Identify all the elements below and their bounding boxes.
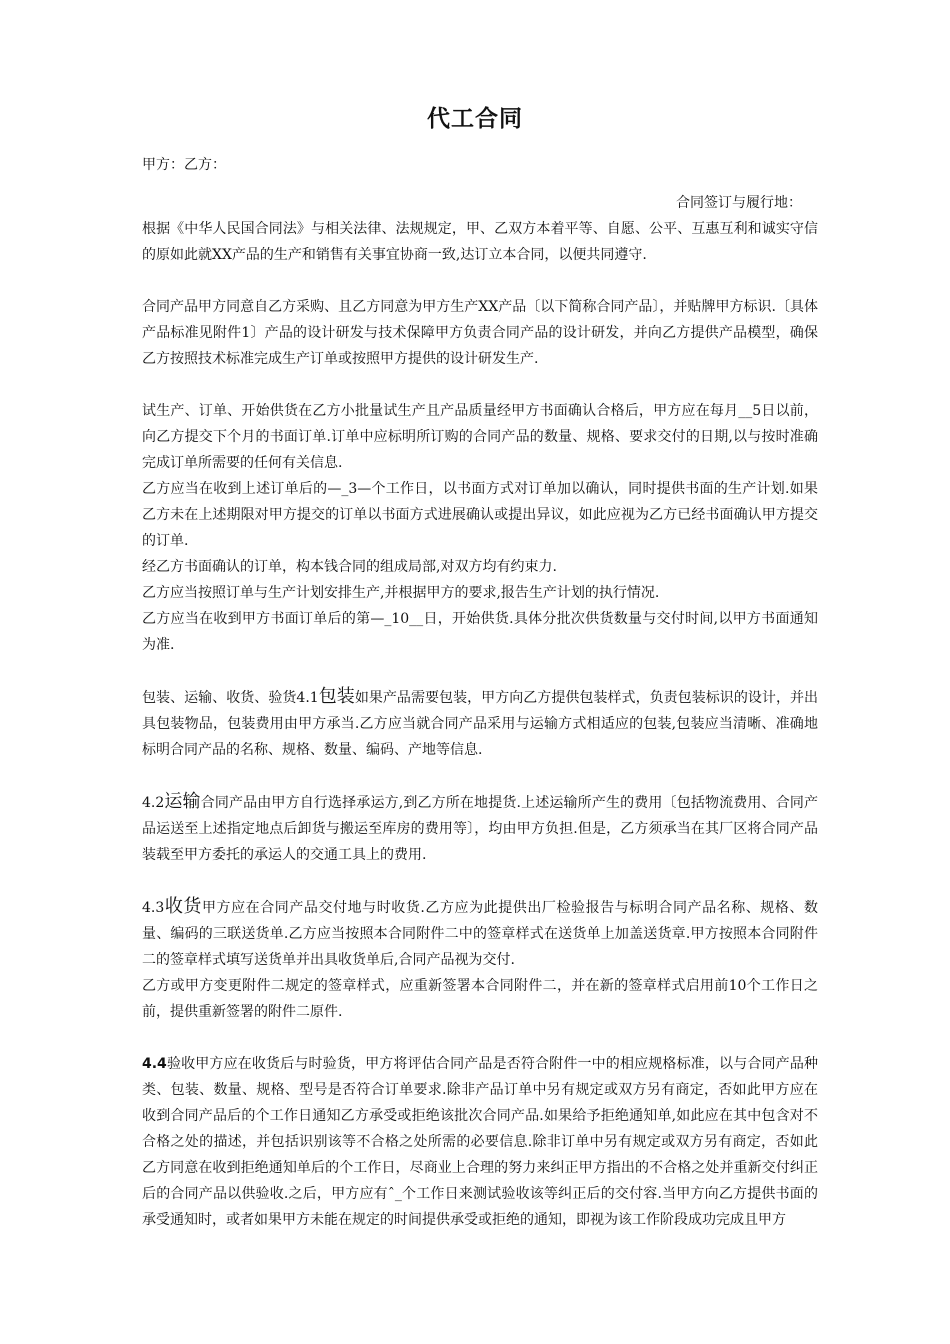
section-4-1-prefix: 包装、运输、收货、验货4.1 — [142, 690, 319, 706]
order-confirm-paragraph: 乙方应当在收到上述订单后的—_3—个工作日，以书面方式对订单加以确认，同时提供书面的生产计划.如果乙方未在上述期限对甲方提交的订单以书面方式进展确认或提出异议，如此应视为乙方已经书面确认甲方提交的订单. — [142, 481, 818, 549]
section-4-4-text: 验收甲方应在收货后与时验货，甲方将评估合同产品是否符合附件一中的相应规格标准，以与合同产品种类、包装、数量、规格、型号是否符合订单要求.除非产品订单中另有规定或双方另有商定，否如此甲方应在收到合同产品后的个工作日通知乙方承受或拒绝该批次合同产品.如果给予拒绝通知单,如此应在其中包含对不合格之处的描述，并包括识别该等不合格之处所需的必要信息.除非订单中另有规定或双方另有商定，否如此乙方同意在收到拒绝通知单后的个工作日，尽商业上合理的努力来纠正甲方指出的不合格之处并重新交付纠正后的合同产品以供验收.之后，甲方应有ˆ_个工作日来测试验收该等纠正后的交付容.当甲方向乙方提供书面的承受通知时，或者如果甲方未能在规定的时间提供承受或拒绝的通知，即视为该工作阶段成功完成且甲方 — [142, 1056, 818, 1228]
section-4-2-number: 4.2 — [142, 795, 165, 811]
section-4-3-text: 甲方应在合同产品交付地与时收货.乙方应为此提供出厂检验报告与标明合同产品名称、规格、数量、编码的三联送货单.乙方应当按照本合同附件二中的签章样式在送货单上加盖送货章.甲方按照本合同附件二的签章样式填写送货单并出具收货单后,合同产品视为交付. — [142, 900, 818, 968]
section-4-1-heading: 包装 — [318, 686, 355, 707]
product-paragraph: 合同产品甲方同意自乙方采购、且乙方同意为甲方生产XX产品〔以下简称合同产品〕，并贴牌甲方标识.〔具体产品标准见附件1〕产品的设计研发与技术保障甲方负责合同产品的设计研发，并向乙方提供产品模型，确保乙方按照技术标准完成生产订单或按照甲方提供的设计研发生产. — [142, 299, 818, 367]
section-4-3-seal-change: 乙方或甲方变更附件二规定的签章样式，应重新签署本合同附件二，并在新的签章样式启用前10个工作日之前，提供重新签署的附件二原件. — [142, 978, 818, 1020]
section-4-3-number: 4.3 — [142, 900, 165, 916]
section-4-1-text: 如果产品需要包装，甲方向乙方提供包装样式，负责包装标识的设计，并出具包装物品，包装费用由甲方承当.乙方应当就合同产品采用与运输方式相适应的包装,包装应当清晰、准确地标明合同产品的名称、规格、数量、编码、产地等信息. — [142, 690, 819, 758]
section-4-2-transport — [142, 789, 818, 868]
section-4-2-heading: 运输 — [164, 791, 201, 812]
section-4-2-text: 合同产品由甲方自行选择承运方,到乙方所在地提货.上述运输所产生的费用〔包括物流费用、合同产品运送至上述指定地点后卸货与搬运至库房的费用等〕，均由甲方负担.但是，乙方须承当在其厂区将合同产品装载至甲方委托的承运人的交通工具上的费用. — [142, 795, 818, 863]
document-title: 代工合同 — [427, 106, 523, 132]
section-4-4-number: 4.4 — [142, 1056, 167, 1072]
parties-line: 甲方：乙方： — [142, 157, 226, 173]
section-4-3-heading: 收货 — [164, 896, 202, 917]
section-4-3-receiving — [142, 894, 818, 973]
trial-order-paragraph: 试生产、订单、开始供货在乙方小批量试生产且产品质量经甲方书面确认合格后，甲方应在每月__5日以前，向乙方提交下个月的书面订单.订单中应标明所订购的合同产品的数量、规格、要求交付的日期,以与按时准确完成订单所需要的任何有关信息. — [142, 403, 818, 471]
contract-body — [142, 216, 818, 1233]
section-4-1-packaging — [142, 684, 818, 763]
order-binding-paragraph: 经乙方书面确认的订单，构本钱合同的组成局部,对双方均有约束力. — [142, 559, 557, 575]
section-4-4-inspection — [142, 1051, 818, 1233]
production-schedule-paragraph: 乙方应当按照订单与生产计划安排生产,并根据甲方的要求,报告生产计划的执行情况. — [142, 585, 660, 601]
signing-place-line: 合同签订与履行地： — [676, 195, 802, 211]
supply-start-paragraph: 乙方应当在收到甲方书面订单后的第—_10__日，开始供货.具体分批次供货数量与交付时间,以甲方书面通知为准. — [142, 611, 818, 653]
intro-paragraph: 根据《中华人民国合同法》与相关法律、法规规定，甲、乙双方本着平等、自愿、公平、互惠互利和诚实守信的原如此就XX产品的生产和销售有关事宜协商一致,达订立本合同，以便共同遵守. — [142, 221, 818, 263]
